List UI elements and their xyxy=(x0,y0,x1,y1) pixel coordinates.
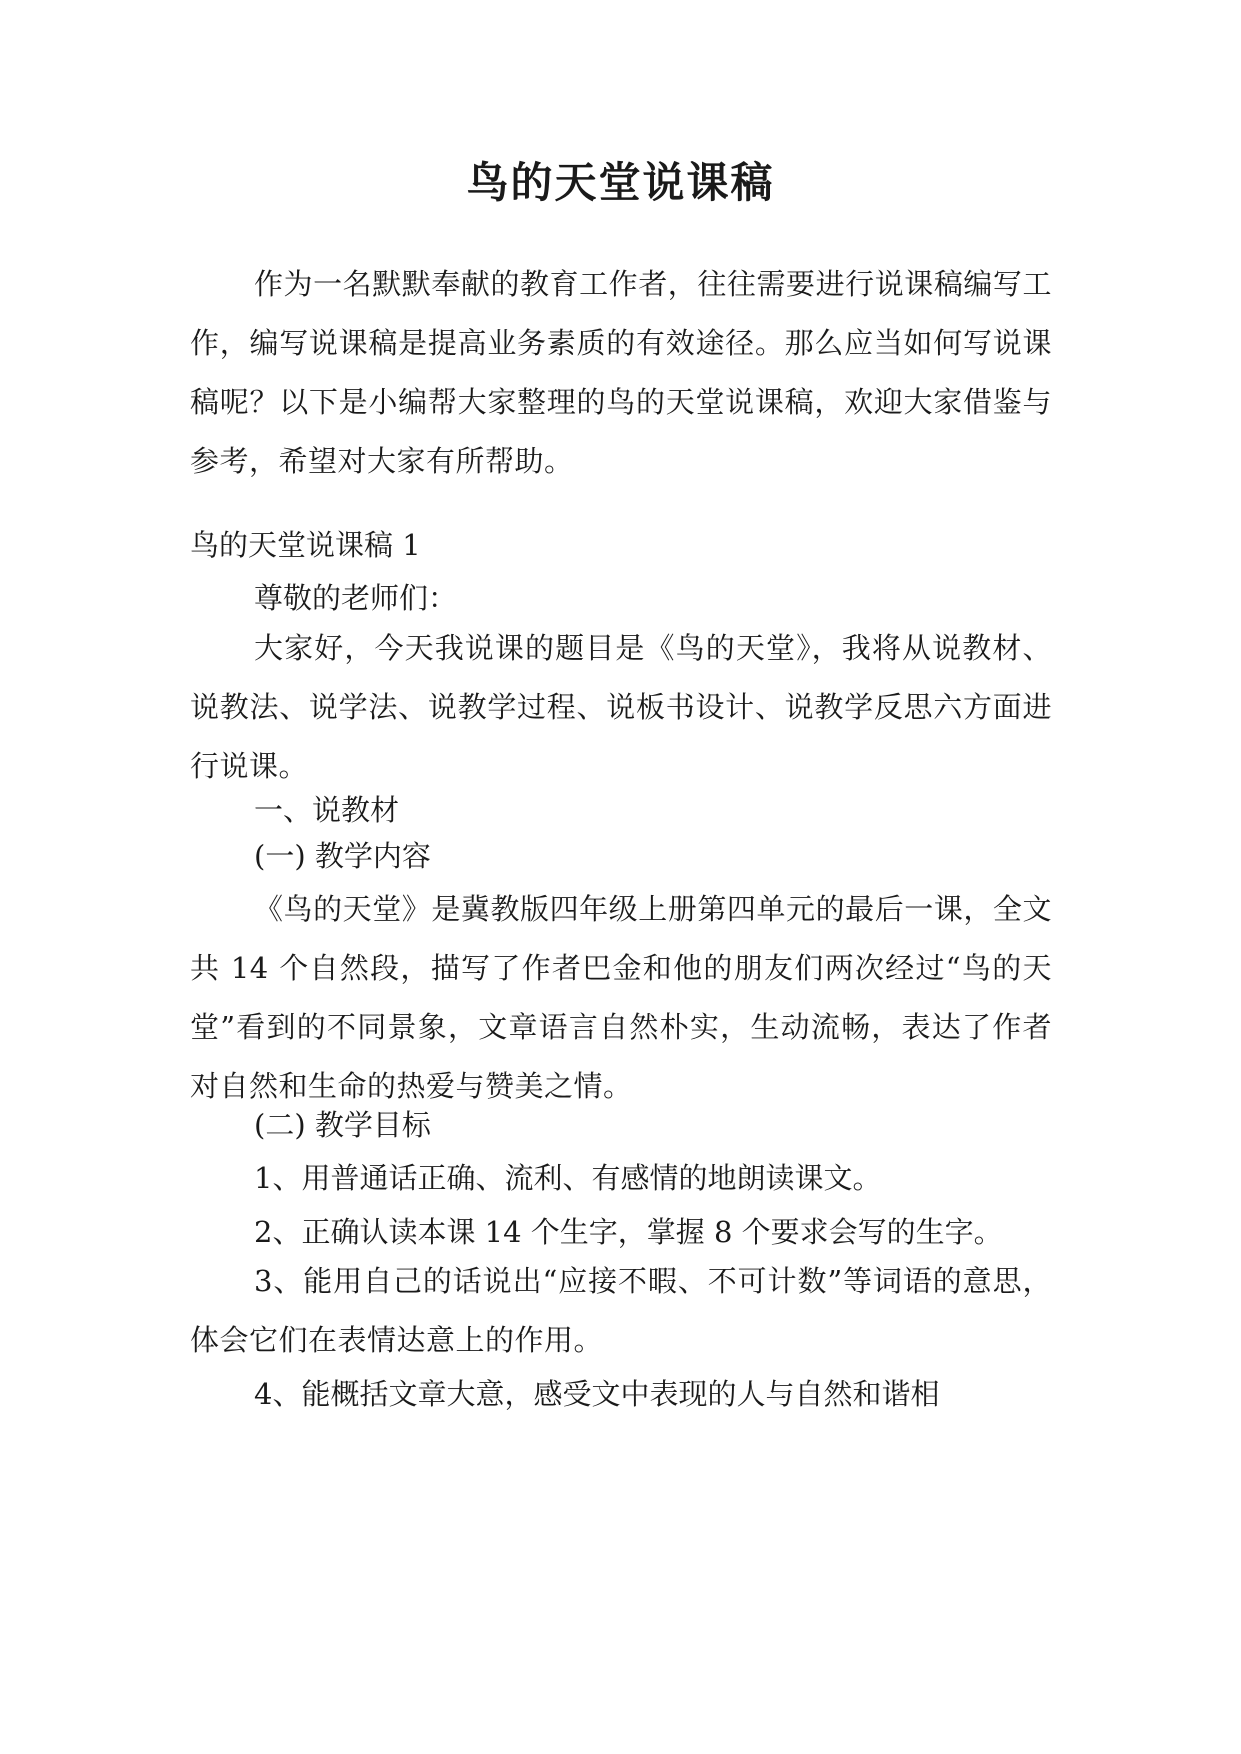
section-heading: 鸟的天堂说课稿 1 xyxy=(190,528,421,562)
document-title: 鸟的天堂说课稿 xyxy=(466,158,775,207)
intro-paragraph: 作为一名默默奉献的教育工作者，往往需要进行说课稿编写工作，编写说课稿是提高业务素质的有效途径。那么应当如何写说课稿呢？以下是小编帮大家整理的鸟的天堂说课稿，欢迎大家借鉴与参考，希望对大家有所帮助。 xyxy=(190,267,1052,478)
goal-3: 3、能用自己的话说出“应接不暇、不可计数”等词语的意思，体会它们在表情达意上的作用。 xyxy=(190,1264,1052,1357)
heading-1-1: (一) 教学内容 xyxy=(254,839,431,873)
paragraph-2: 《鸟的天堂》是冀教版四年级上册第四单元的最后一课，全文共 14 个自然段，描写了作者巴金和他的朋友们两次经过“鸟的天堂”看到的不同景象，文章语言自然朴实，生动流畅，表达了作者对自然和生命的热爱与赞美之情。 xyxy=(190,892,1052,1103)
goal-4: 4、能概括文章大意，感受文中表现的人与自然和谐相 xyxy=(254,1377,940,1411)
goal-1: 1、用普通话正确、流利、有感情的地朗读课文。 xyxy=(254,1161,882,1195)
heading-1-2: (二) 教学目标 xyxy=(254,1108,431,1142)
goal-2: 2、正确认读本课 14 个生字，掌握 8 个要求会写的生字。 xyxy=(254,1215,1003,1249)
greeting: 尊敬的老师们： xyxy=(254,581,458,615)
paragraph-1: 大家好，今天我说课的题目是《鸟的天堂》，我将从说教材、说教法、说学法、说教学过程、说板书设计、说教学反思六方面进行说课。 xyxy=(190,631,1052,783)
heading-1: 一、说教材 xyxy=(254,793,400,827)
